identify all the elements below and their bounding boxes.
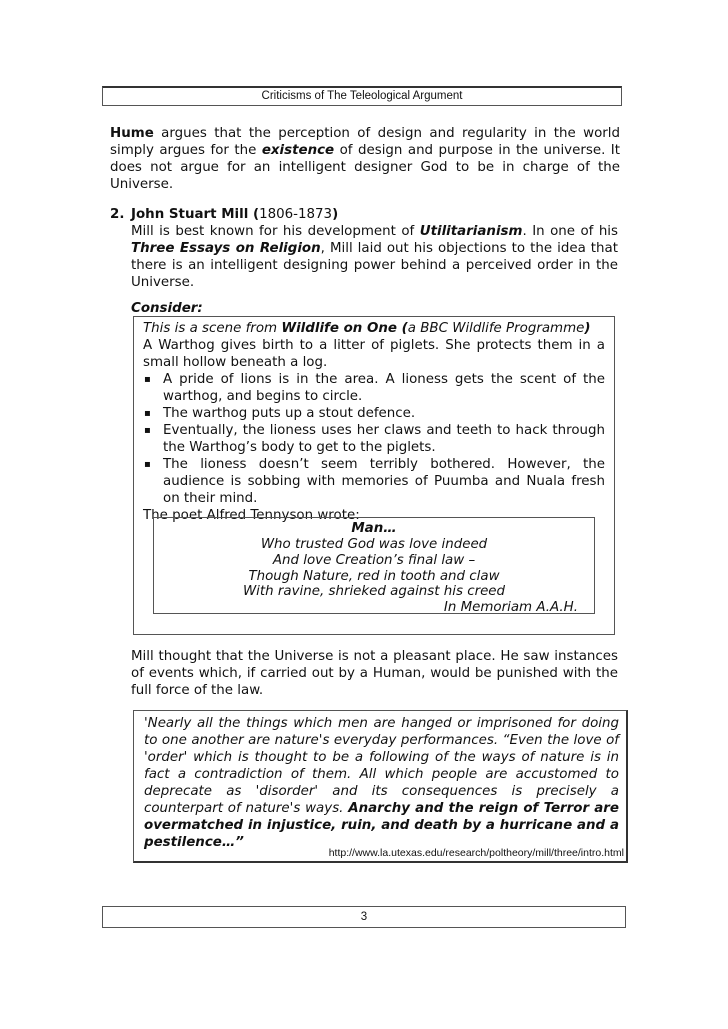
poem-line: With ravine, shrieked against his creed — [242, 584, 506, 599]
scene-show-name: Wildlife on One ( — [281, 321, 408, 336]
mill-name: John Stuart Mill ( — [131, 207, 260, 222]
poem-line: Who trusted God was love indeed — [260, 537, 488, 552]
hume-existence: existence — [261, 143, 335, 158]
mill-text-3: , Mill laid out his objections to the idea that there is an intelligent designing power behind a perceived order in the Universe. — [131, 241, 618, 290]
quote-text — [144, 715, 619, 851]
list-item — [143, 371, 605, 405]
mill-text-2: . In one of his — [522, 224, 618, 239]
list-item — [143, 422, 605, 456]
essays-title: Three Essays on Religion — [131, 241, 321, 256]
scene-intro: A Warthog gives birth to a litter of piglets. She protects them in a small hollow beneath a log. — [143, 338, 605, 370]
bullet-text: The warthog puts up a stout defence. — [163, 406, 416, 421]
scene-close: ) — [584, 321, 591, 336]
header-title: Criticisms of The Teleological Argument — [261, 90, 463, 102]
poem-line: Though Nature, red in tooth and claw — [248, 569, 500, 584]
mill-paragraph — [131, 223, 618, 291]
poem-title: Man… — [351, 521, 397, 536]
bullet-icon: ▪ — [144, 425, 151, 436]
poem-line: And love Creation’s final law – — [272, 553, 476, 568]
quote-box — [133, 710, 628, 863]
list-item — [143, 456, 605, 507]
quote-bold: Anarchy and the reign of Terror are overmatched in injustice, ruin, and death by a hurricane and a pestilence…” — [144, 801, 619, 850]
mill-text-1: Mill is best known for his development of — [131, 224, 420, 239]
poem-attribution: In Memoriam A.A.H. — [443, 600, 578, 615]
list-item — [143, 405, 605, 422]
utilitarianism-term: Utilitarianism — [419, 224, 523, 239]
bullet-text: Eventually, the lioness uses her claws and teeth to hack through the Warthog’s body to get to the piglets. — [163, 423, 605, 455]
scene-source — [143, 320, 605, 337]
mill-heading-close: ) — [332, 207, 339, 222]
hume-text-2: of design and purpose in the universe. It does not argue for an intelligent designer God to be in charge of the Universe. — [110, 143, 620, 192]
hume-text-1: argues that the perception of design and regularity in the world simply argues for the — [110, 126, 620, 158]
mill-thought-paragraph: Mill thought that the Universe is not a pleasant place. He saw instances of events which, if carried out by a Human, would be punished with the full force of the law. — [131, 649, 618, 698]
poem-box — [153, 517, 595, 614]
hume-paragraph — [110, 125, 620, 193]
poet-line: The poet Alfred Tennyson wrote: — [143, 508, 360, 523]
bullet-text: A pride of lions is in the area. A lioness gets the scent of the warthog, and begins to circle. — [163, 372, 605, 404]
scene-programme: a BBC Wildlife Programme — [407, 321, 585, 336]
quote-body: 'Nearly all the things which men are hanged or imprisoned for doing to one another are nature's everyday performances. “Even the love of 'order' which is thought to be a following of the ways of nature is in fact a contradiction of them. All which people are accustomed to deprecate as 'disorder' and its consequences is precisely a counterpart of nature's ways. — [144, 716, 619, 816]
page-number: 3 — [360, 911, 368, 923]
mill-heading — [131, 206, 338, 223]
consider-text: Consider: — [131, 301, 203, 316]
bullet-icon: ▪ — [144, 408, 151, 419]
section-number: 2. — [110, 207, 125, 222]
consider-label — [131, 300, 203, 317]
bullet-icon: ▪ — [144, 374, 151, 385]
page-header — [102, 86, 622, 106]
hume-name: Hume — [110, 126, 154, 141]
mill-years: 1806-1873 — [259, 207, 333, 222]
source-url: http://www.la.utexas.edu/research/poltheory/mill/three/intro.html — [328, 847, 624, 859]
bullet-text: The lioness doesn’t seem terribly bothered. However, the audience is sobbing with memories of Puumba and Nuala fresh on their mind. — [163, 457, 605, 506]
page-footer — [102, 906, 626, 928]
bullet-icon: ▪ — [144, 459, 151, 470]
scene-text-1: This is a scene from — [143, 321, 282, 336]
